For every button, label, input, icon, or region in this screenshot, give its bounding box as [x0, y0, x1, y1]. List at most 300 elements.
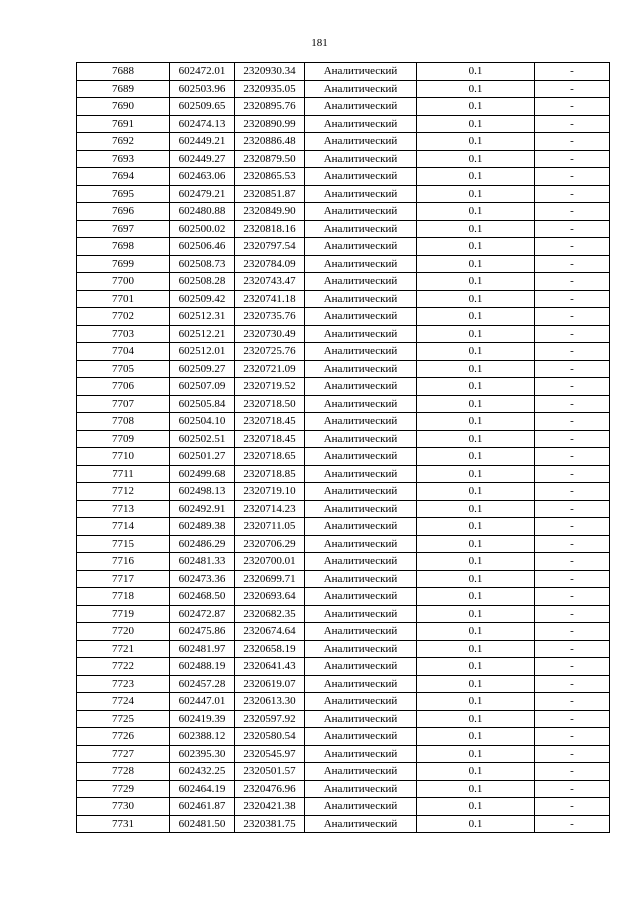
x-coordinate-cell: 602468.50 — [170, 588, 235, 606]
note-cell: - — [535, 745, 610, 763]
x-coordinate-cell: 602509.65 — [170, 98, 235, 116]
method-cell: Аналитический — [305, 168, 417, 186]
method-cell: Аналитический — [305, 518, 417, 536]
x-coordinate-cell: 602503.96 — [170, 80, 235, 98]
y-coordinate-cell: 2320597.92 — [235, 710, 305, 728]
accuracy-cell: 0.1 — [417, 63, 535, 81]
note-cell: - — [535, 570, 610, 588]
method-cell: Аналитический — [305, 395, 417, 413]
point-number-cell: 7696 — [77, 203, 170, 221]
x-coordinate-cell: 602479.21 — [170, 185, 235, 203]
y-coordinate-cell: 2320658.19 — [235, 640, 305, 658]
table-row — [77, 395, 610, 413]
accuracy-cell: 0.1 — [417, 798, 535, 816]
note-cell: - — [535, 98, 610, 116]
note-cell: - — [535, 815, 610, 833]
note-cell: - — [535, 63, 610, 81]
y-coordinate-cell: 2320930.34 — [235, 63, 305, 81]
table-row — [77, 570, 610, 588]
method-cell: Аналитический — [305, 798, 417, 816]
table-row — [77, 500, 610, 518]
x-coordinate-cell: 602475.86 — [170, 623, 235, 641]
accuracy-cell: 0.1 — [417, 203, 535, 221]
method-cell: Аналитический — [305, 220, 417, 238]
note-cell: - — [535, 185, 610, 203]
note-cell: - — [535, 658, 610, 676]
y-coordinate-cell: 2320619.07 — [235, 675, 305, 693]
method-cell: Аналитический — [305, 553, 417, 571]
x-coordinate-cell: 602504.10 — [170, 413, 235, 431]
x-coordinate-cell: 602449.27 — [170, 150, 235, 168]
method-cell: Аналитический — [305, 290, 417, 308]
x-coordinate-cell: 602473.36 — [170, 570, 235, 588]
note-cell: - — [535, 238, 610, 256]
accuracy-cell: 0.1 — [417, 500, 535, 518]
table-row — [77, 360, 610, 378]
note-cell: - — [535, 378, 610, 396]
table-row — [77, 203, 610, 221]
note-cell: - — [535, 115, 610, 133]
table-row — [77, 168, 610, 186]
table-row — [77, 255, 610, 273]
accuracy-cell: 0.1 — [417, 640, 535, 658]
accuracy-cell: 0.1 — [417, 658, 535, 676]
y-coordinate-cell: 2320735.76 — [235, 308, 305, 326]
accuracy-cell: 0.1 — [417, 710, 535, 728]
point-number-cell: 7695 — [77, 185, 170, 203]
accuracy-cell: 0.1 — [417, 133, 535, 151]
method-cell: Аналитический — [305, 763, 417, 781]
table-row — [77, 238, 610, 256]
accuracy-cell: 0.1 — [417, 780, 535, 798]
accuracy-cell: 0.1 — [417, 430, 535, 448]
x-coordinate-cell: 602512.01 — [170, 343, 235, 361]
method-cell: Аналитический — [305, 815, 417, 833]
table-row — [77, 308, 610, 326]
note-cell: - — [535, 343, 610, 361]
point-number-cell: 7714 — [77, 518, 170, 536]
note-cell: - — [535, 273, 610, 291]
method-cell: Аналитический — [305, 605, 417, 623]
accuracy-cell: 0.1 — [417, 255, 535, 273]
accuracy-cell: 0.1 — [417, 220, 535, 238]
accuracy-cell: 0.1 — [417, 588, 535, 606]
accuracy-cell: 0.1 — [417, 185, 535, 203]
table-row — [77, 535, 610, 553]
point-number-cell: 7698 — [77, 238, 170, 256]
method-cell: Аналитический — [305, 343, 417, 361]
note-cell: - — [535, 623, 610, 641]
table-row — [77, 728, 610, 746]
accuracy-cell: 0.1 — [417, 325, 535, 343]
point-number-cell: 7692 — [77, 133, 170, 151]
x-coordinate-cell: 602463.06 — [170, 168, 235, 186]
y-coordinate-cell: 2320721.09 — [235, 360, 305, 378]
x-coordinate-cell: 602481.97 — [170, 640, 235, 658]
y-coordinate-cell: 2320718.50 — [235, 395, 305, 413]
y-coordinate-cell: 2320641.43 — [235, 658, 305, 676]
x-coordinate-cell: 602480.88 — [170, 203, 235, 221]
y-coordinate-cell: 2320935.05 — [235, 80, 305, 98]
table-row — [77, 185, 610, 203]
y-coordinate-cell: 2320725.76 — [235, 343, 305, 361]
table-row — [77, 413, 610, 431]
table-row — [77, 343, 610, 361]
x-coordinate-cell: 602474.13 — [170, 115, 235, 133]
point-number-cell: 7709 — [77, 430, 170, 448]
point-number-cell: 7712 — [77, 483, 170, 501]
method-cell: Аналитический — [305, 640, 417, 658]
x-coordinate-cell: 602508.28 — [170, 273, 235, 291]
point-number-cell: 7717 — [77, 570, 170, 588]
point-number-cell: 7723 — [77, 675, 170, 693]
point-number-cell: 7730 — [77, 798, 170, 816]
method-cell: Аналитический — [305, 430, 417, 448]
note-cell: - — [535, 413, 610, 431]
method-cell: Аналитический — [305, 675, 417, 693]
x-coordinate-cell: 602449.21 — [170, 133, 235, 151]
table-row — [77, 798, 610, 816]
y-coordinate-cell: 2320693.64 — [235, 588, 305, 606]
table-row — [77, 588, 610, 606]
table-row — [77, 448, 610, 466]
note-cell: - — [535, 588, 610, 606]
table-row — [77, 605, 610, 623]
x-coordinate-cell: 602447.01 — [170, 693, 235, 711]
table-row — [77, 63, 610, 81]
point-number-cell: 7705 — [77, 360, 170, 378]
x-coordinate-cell: 602461.87 — [170, 798, 235, 816]
accuracy-cell: 0.1 — [417, 150, 535, 168]
y-coordinate-cell: 2320699.71 — [235, 570, 305, 588]
point-number-cell: 7725 — [77, 710, 170, 728]
x-coordinate-cell: 602457.28 — [170, 675, 235, 693]
note-cell: - — [535, 290, 610, 308]
y-coordinate-cell: 2320797.54 — [235, 238, 305, 256]
y-coordinate-cell: 2320700.01 — [235, 553, 305, 571]
y-coordinate-cell: 2320718.45 — [235, 413, 305, 431]
point-number-cell: 7710 — [77, 448, 170, 466]
point-number-cell: 7701 — [77, 290, 170, 308]
point-number-cell: 7706 — [77, 378, 170, 396]
method-cell: Аналитический — [305, 413, 417, 431]
note-cell: - — [535, 360, 610, 378]
x-coordinate-cell: 602432.25 — [170, 763, 235, 781]
y-coordinate-cell: 2320674.64 — [235, 623, 305, 641]
point-number-cell: 7700 — [77, 273, 170, 291]
x-coordinate-cell: 602395.30 — [170, 745, 235, 763]
y-coordinate-cell: 2320613.30 — [235, 693, 305, 711]
note-cell: - — [535, 168, 610, 186]
x-coordinate-cell: 602500.02 — [170, 220, 235, 238]
note-cell: - — [535, 518, 610, 536]
method-cell: Аналитический — [305, 203, 417, 221]
x-coordinate-cell: 602492.91 — [170, 500, 235, 518]
note-cell: - — [535, 220, 610, 238]
note-cell: - — [535, 640, 610, 658]
page-number: 181 — [311, 37, 328, 49]
table-row — [77, 80, 610, 98]
y-coordinate-cell: 2320719.10 — [235, 483, 305, 501]
y-coordinate-cell: 2320730.49 — [235, 325, 305, 343]
table-row — [77, 430, 610, 448]
point-number-cell: 7729 — [77, 780, 170, 798]
y-coordinate-cell: 2320381.75 — [235, 815, 305, 833]
method-cell: Аналитический — [305, 150, 417, 168]
accuracy-cell: 0.1 — [417, 360, 535, 378]
x-coordinate-cell: 602388.12 — [170, 728, 235, 746]
y-coordinate-cell: 2320719.52 — [235, 378, 305, 396]
table-row — [77, 815, 610, 833]
accuracy-cell: 0.1 — [417, 308, 535, 326]
note-cell: - — [535, 553, 610, 571]
accuracy-cell: 0.1 — [417, 518, 535, 536]
y-coordinate-cell: 2320849.90 — [235, 203, 305, 221]
table-row — [77, 98, 610, 116]
y-coordinate-cell: 2320741.18 — [235, 290, 305, 308]
method-cell: Аналитический — [305, 308, 417, 326]
y-coordinate-cell: 2320879.50 — [235, 150, 305, 168]
accuracy-cell: 0.1 — [417, 115, 535, 133]
accuracy-cell: 0.1 — [417, 343, 535, 361]
method-cell: Аналитический — [305, 710, 417, 728]
x-coordinate-cell: 602501.27 — [170, 448, 235, 466]
table-row — [77, 623, 610, 641]
x-coordinate-cell: 602507.09 — [170, 378, 235, 396]
note-cell: - — [535, 255, 610, 273]
x-coordinate-cell: 602489.38 — [170, 518, 235, 536]
table-row — [77, 780, 610, 798]
x-coordinate-cell: 602464.19 — [170, 780, 235, 798]
note-cell: - — [535, 693, 610, 711]
point-number-cell: 7689 — [77, 80, 170, 98]
accuracy-cell: 0.1 — [417, 553, 535, 571]
accuracy-cell: 0.1 — [417, 448, 535, 466]
point-number-cell: 7708 — [77, 413, 170, 431]
table-row — [77, 325, 610, 343]
method-cell: Аналитический — [305, 273, 417, 291]
y-coordinate-cell: 2320890.99 — [235, 115, 305, 133]
point-number-cell: 7699 — [77, 255, 170, 273]
note-cell: - — [535, 448, 610, 466]
point-number-cell: 7707 — [77, 395, 170, 413]
table-row — [77, 553, 610, 571]
note-cell: - — [535, 500, 610, 518]
point-number-cell: 7728 — [77, 763, 170, 781]
table-row — [77, 273, 610, 291]
point-number-cell: 7694 — [77, 168, 170, 186]
note-cell: - — [535, 395, 610, 413]
method-cell: Аналитический — [305, 465, 417, 483]
x-coordinate-cell: 602498.13 — [170, 483, 235, 501]
point-number-cell: 7703 — [77, 325, 170, 343]
y-coordinate-cell: 2320851.87 — [235, 185, 305, 203]
table-row — [77, 115, 610, 133]
point-number-cell: 7715 — [77, 535, 170, 553]
x-coordinate-cell: 602499.68 — [170, 465, 235, 483]
table-row — [77, 483, 610, 501]
x-coordinate-cell: 602472.01 — [170, 63, 235, 81]
y-coordinate-cell: 2320711.05 — [235, 518, 305, 536]
note-cell: - — [535, 465, 610, 483]
x-coordinate-cell: 602512.21 — [170, 325, 235, 343]
note-cell: - — [535, 605, 610, 623]
accuracy-cell: 0.1 — [417, 483, 535, 501]
point-number-cell: 7731 — [77, 815, 170, 833]
y-coordinate-cell: 2320718.45 — [235, 430, 305, 448]
accuracy-cell: 0.1 — [417, 815, 535, 833]
method-cell: Аналитический — [305, 658, 417, 676]
x-coordinate-cell: 602488.19 — [170, 658, 235, 676]
table-row — [77, 745, 610, 763]
x-coordinate-cell: 602481.50 — [170, 815, 235, 833]
note-cell: - — [535, 780, 610, 798]
point-number-cell: 7722 — [77, 658, 170, 676]
note-cell: - — [535, 80, 610, 98]
y-coordinate-cell: 2320421.38 — [235, 798, 305, 816]
method-cell: Аналитический — [305, 133, 417, 151]
y-coordinate-cell: 2320784.09 — [235, 255, 305, 273]
note-cell: - — [535, 763, 610, 781]
table-row — [77, 133, 610, 151]
method-cell: Аналитический — [305, 500, 417, 518]
accuracy-cell: 0.1 — [417, 238, 535, 256]
accuracy-cell: 0.1 — [417, 570, 535, 588]
x-coordinate-cell: 602509.42 — [170, 290, 235, 308]
method-cell: Аналитический — [305, 378, 417, 396]
accuracy-cell: 0.1 — [417, 728, 535, 746]
point-number-cell: 7720 — [77, 623, 170, 641]
accuracy-cell: 0.1 — [417, 273, 535, 291]
accuracy-cell: 0.1 — [417, 168, 535, 186]
method-cell: Аналитический — [305, 623, 417, 641]
point-number-cell: 7697 — [77, 220, 170, 238]
table-row — [77, 518, 610, 536]
method-cell: Аналитический — [305, 238, 417, 256]
y-coordinate-cell: 2320706.29 — [235, 535, 305, 553]
x-coordinate-cell: 602472.87 — [170, 605, 235, 623]
note-cell: - — [535, 728, 610, 746]
note-cell: - — [535, 308, 610, 326]
method-cell: Аналитический — [305, 448, 417, 466]
method-cell: Аналитический — [305, 115, 417, 133]
y-coordinate-cell: 2320682.35 — [235, 605, 305, 623]
point-number-cell: 7690 — [77, 98, 170, 116]
accuracy-cell: 0.1 — [417, 465, 535, 483]
table-row — [77, 465, 610, 483]
accuracy-cell: 0.1 — [417, 535, 535, 553]
table-row — [77, 378, 610, 396]
accuracy-cell: 0.1 — [417, 395, 535, 413]
point-number-cell: 7721 — [77, 640, 170, 658]
point-number-cell: 7704 — [77, 343, 170, 361]
y-coordinate-cell: 2320580.54 — [235, 728, 305, 746]
point-number-cell: 7724 — [77, 693, 170, 711]
y-coordinate-cell: 2320545.97 — [235, 745, 305, 763]
note-cell: - — [535, 675, 610, 693]
method-cell: Аналитический — [305, 535, 417, 553]
y-coordinate-cell: 2320714.23 — [235, 500, 305, 518]
accuracy-cell: 0.1 — [417, 413, 535, 431]
note-cell: - — [535, 710, 610, 728]
note-cell: - — [535, 203, 610, 221]
x-coordinate-cell: 602419.39 — [170, 710, 235, 728]
y-coordinate-cell: 2320476.96 — [235, 780, 305, 798]
x-coordinate-cell: 602509.27 — [170, 360, 235, 378]
accuracy-cell: 0.1 — [417, 290, 535, 308]
table-row — [77, 220, 610, 238]
method-cell: Аналитический — [305, 745, 417, 763]
table-row — [77, 710, 610, 728]
accuracy-cell: 0.1 — [417, 98, 535, 116]
method-cell: Аналитический — [305, 588, 417, 606]
table-row — [77, 675, 610, 693]
y-coordinate-cell: 2320501.57 — [235, 763, 305, 781]
x-coordinate-cell: 602486.29 — [170, 535, 235, 553]
accuracy-cell: 0.1 — [417, 378, 535, 396]
method-cell: Аналитический — [305, 80, 417, 98]
point-number-cell: 7727 — [77, 745, 170, 763]
table-row — [77, 640, 610, 658]
table-row — [77, 763, 610, 781]
method-cell: Аналитический — [305, 185, 417, 203]
point-number-cell: 7713 — [77, 500, 170, 518]
method-cell: Аналитический — [305, 98, 417, 116]
y-coordinate-cell: 2320895.76 — [235, 98, 305, 116]
note-cell: - — [535, 133, 610, 151]
y-coordinate-cell: 2320718.65 — [235, 448, 305, 466]
x-coordinate-cell: 602506.46 — [170, 238, 235, 256]
x-coordinate-cell: 602508.73 — [170, 255, 235, 273]
note-cell: - — [535, 483, 610, 501]
point-number-cell: 7711 — [77, 465, 170, 483]
method-cell: Аналитический — [305, 325, 417, 343]
method-cell: Аналитический — [305, 728, 417, 746]
y-coordinate-cell: 2320886.48 — [235, 133, 305, 151]
point-number-cell: 7726 — [77, 728, 170, 746]
x-coordinate-cell: 602481.33 — [170, 553, 235, 571]
point-number-cell: 7691 — [77, 115, 170, 133]
method-cell: Аналитический — [305, 360, 417, 378]
table-row — [77, 290, 610, 308]
method-cell: Аналитический — [305, 780, 417, 798]
method-cell: Аналитический — [305, 693, 417, 711]
method-cell: Аналитический — [305, 483, 417, 501]
y-coordinate-cell: 2320818.16 — [235, 220, 305, 238]
y-coordinate-cell: 2320718.85 — [235, 465, 305, 483]
accuracy-cell: 0.1 — [417, 80, 535, 98]
x-coordinate-cell: 602505.84 — [170, 395, 235, 413]
note-cell: - — [535, 430, 610, 448]
point-number-cell: 7716 — [77, 553, 170, 571]
point-number-cell: 7719 — [77, 605, 170, 623]
accuracy-cell: 0.1 — [417, 693, 535, 711]
accuracy-cell: 0.1 — [417, 623, 535, 641]
y-coordinate-cell: 2320743.47 — [235, 273, 305, 291]
table-body — [77, 63, 610, 833]
method-cell: Аналитический — [305, 63, 417, 81]
x-coordinate-cell: 602512.31 — [170, 308, 235, 326]
point-number-cell: 7702 — [77, 308, 170, 326]
note-cell: - — [535, 325, 610, 343]
table-row — [77, 658, 610, 676]
accuracy-cell: 0.1 — [417, 763, 535, 781]
note-cell: - — [535, 150, 610, 168]
method-cell: Аналитический — [305, 255, 417, 273]
note-cell: - — [535, 798, 610, 816]
coordinates-table — [76, 62, 610, 833]
point-number-cell: 7693 — [77, 150, 170, 168]
